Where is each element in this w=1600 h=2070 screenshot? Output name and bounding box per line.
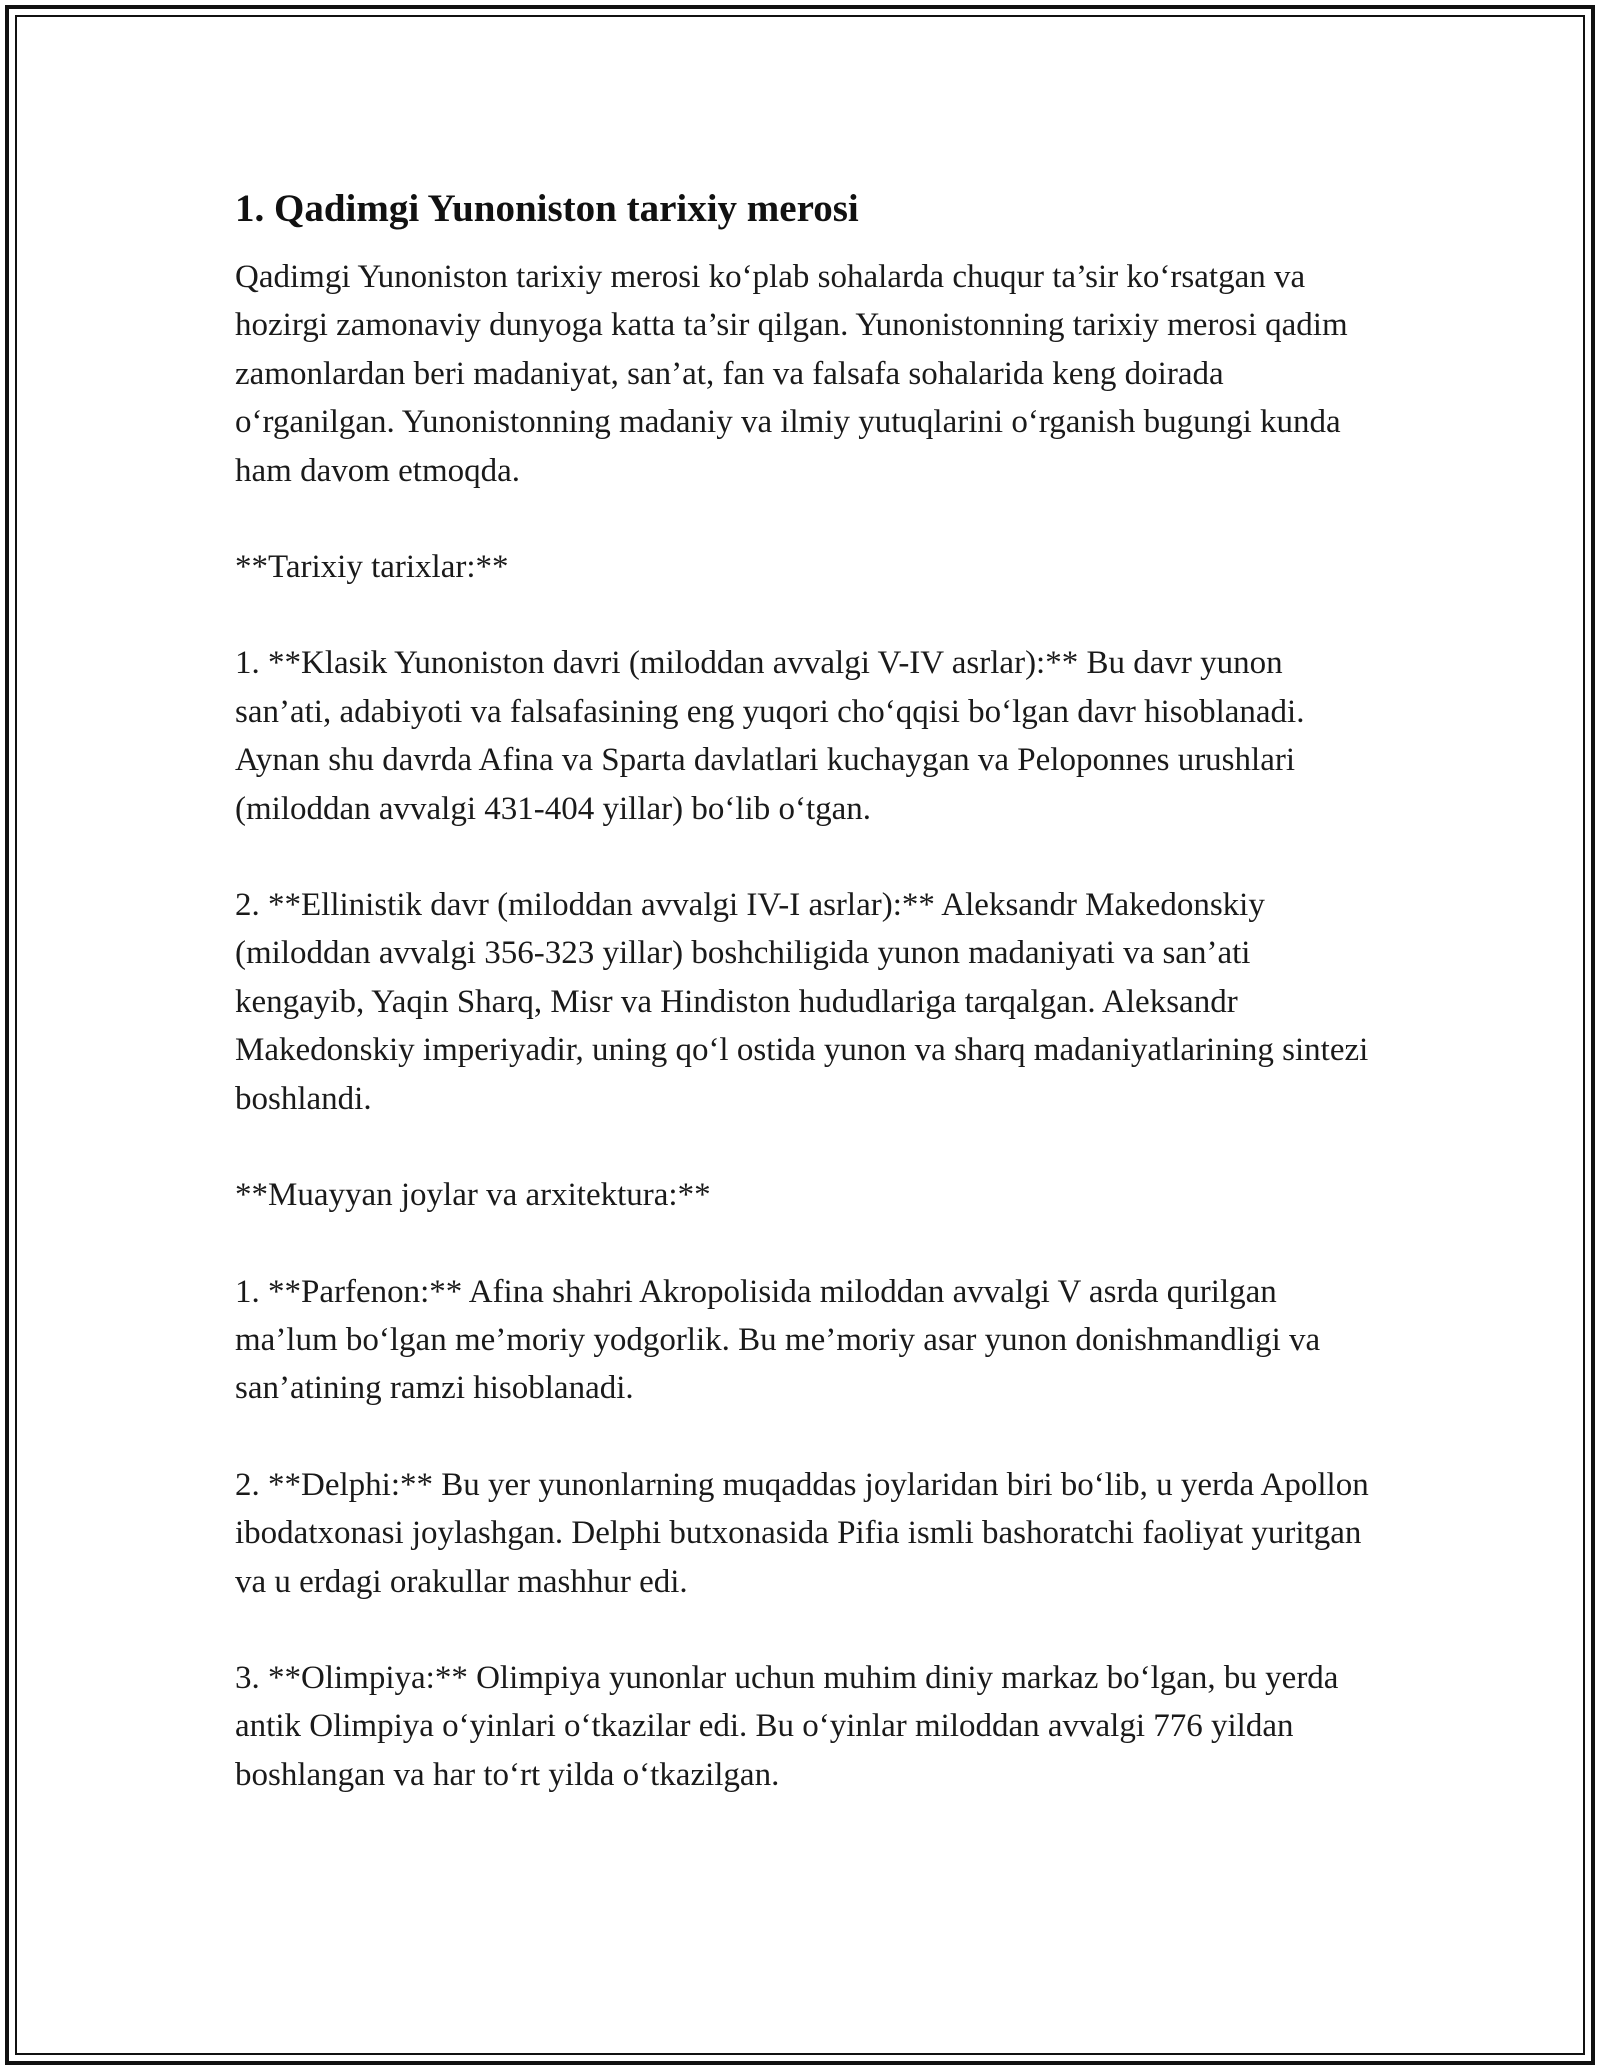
olympia-paragraph: 3. **Olimpiya:** Olimpiya yunonlar uchun muhim diniy markaz bo‘lgan, bu yerda antik Olimpiya o‘yinlari o‘tkazilar edi. Bu o‘yinlar miloddan avvalgi 776 yildan boshlangan va har to‘rt yilda o‘tkazilgan. xyxy=(235,1659,1339,1793)
section-heading-history: **Tarixiy tarixlar:** xyxy=(235,549,509,586)
document-title: 1. Qadimgi Yunoniston tarixiy merosi xyxy=(235,187,859,230)
document-body xyxy=(235,185,1375,1847)
section-heading-places: **Muayyan joylar va arxitektura:** xyxy=(235,1177,711,1214)
delphi-paragraph: 2. **Delphi:** Bu yer yunonlarning muqaddas joylaridan biri bo‘lib, u yerda Apollon ibodatxonasi joylashgan. Delphi butxonasida Pifia ismli bashoratchi faoliyat yuritgan va u erdagi orakullar mashhur edi. xyxy=(235,1466,1369,1600)
intro-paragraph: Qadimgi Yunoniston tarixiy merosi ko‘plab sohalarda chuqur ta’sir ko‘rsatgan va hozirgi zamonaviy dunyoga katta ta’sir qilgan. Yunonistonning tarixiy merosi qadim zamonlardan beri madaniyat, san’at, fan va falsafa sohalarida keng doirada o‘rganilgan. Yunonistonning madaniy va ilmiy yutuqlarini o‘rganish bugungi kunda ham davom etmoqda. xyxy=(235,259,1348,489)
parthenon-paragraph: 1. **Parfenon:** Afina shahri Akropolisida miloddan avvalgi V asrda qurilgan ma’lum bo‘lgan me’moriy yodgorlik. Bu me’moriy asar yunon donishmandligi va san’atining ramzi hisoblanadi. xyxy=(235,1273,1321,1407)
classical-period-paragraph: 1. **Klasik Yunoniston davri (miloddan avvalgi V-IV asrlar):** Bu davr yunon san’ati, adabiyoti va falsafasining eng yuqori cho‘qqisi bo‘lgan davr hisoblanadi. Aynan shu davrda Afina va Sparta davlatlari kuchaygan va Peloponnes urushlari (miloddan avvalgi 431-404 yillar) bo‘lib o‘tgan. xyxy=(235,645,1305,827)
hellenistic-period-paragraph: 2. **Ellinistik davr (miloddan avvalgi IV-I asrlar):** Aleksandr Makedonskiy (miloddan avvalgi 356-323 yillar) boshchiligida yunon madaniyati va san’ati kengayib, Yaqin Sharq, Misr va Hindiston hududlariga tarqalgan. Aleksandr Makedonskiy imperiyadir, uning qo‘l ostida yunon va sharq madaniyatlarining sintezi boshlandi. xyxy=(235,887,1369,1117)
